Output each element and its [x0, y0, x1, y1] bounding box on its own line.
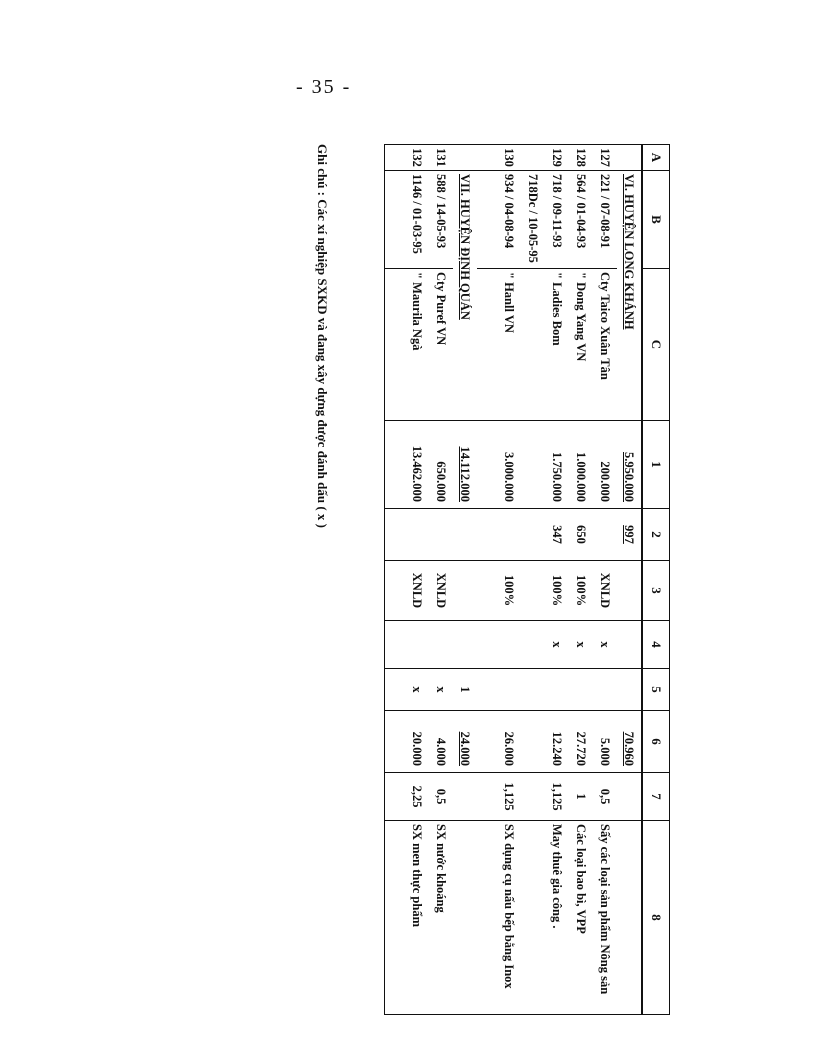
- page-number: - 35 -: [296, 76, 352, 98]
- cell-2: [429, 509, 453, 561]
- cell-2: [521, 509, 545, 561]
- cell-7: 0,5: [429, 773, 453, 821]
- section-vi-total-2: 997: [622, 525, 637, 544]
- cell-a: 127: [593, 145, 617, 171]
- cell-4: x: [569, 621, 593, 669]
- section-row-vii: [453, 145, 477, 1015]
- cell-2: [497, 509, 521, 561]
- cell-a: 129: [545, 145, 569, 171]
- cell-6: [521, 711, 545, 773]
- cell-6: 20.000: [405, 711, 429, 773]
- cell-8: Các loại bao bì, VPP: [569, 821, 593, 1015]
- cell-7: 2,25: [405, 773, 429, 821]
- cell-5: x: [405, 669, 429, 711]
- cell-b: 718Dc / 10-05-95: [521, 171, 545, 269]
- table-row: [405, 145, 429, 1015]
- cell-3: 100%: [545, 561, 569, 621]
- cell-8: SX dụng cụ nấu bếp bằng Inox: [497, 821, 521, 1015]
- header-c: C: [642, 269, 670, 421]
- cell-3: XNLD: [405, 561, 429, 621]
- table-row: [521, 145, 545, 1015]
- table-row: [429, 145, 453, 1015]
- cell-3: [521, 561, 545, 621]
- cell-4: x: [593, 621, 617, 669]
- cell-4: x: [545, 621, 569, 669]
- cell-6: 5.000: [593, 711, 617, 773]
- cell-1: 3.000.000: [497, 421, 521, 509]
- section-vii-total-1: 14.112.000: [458, 446, 473, 502]
- section-vii-total-5: 1: [458, 686, 473, 693]
- cell-a: [521, 145, 545, 171]
- section-vii-total-6: 24.000: [458, 731, 473, 766]
- cell-8: SX nước khoáng: [429, 821, 453, 1015]
- cell-4: [497, 621, 521, 669]
- cell-6: 4.000: [429, 711, 453, 773]
- cell-1: [521, 421, 545, 509]
- cell-3: 100%: [497, 561, 521, 621]
- table-row: [593, 145, 617, 1015]
- cell-1: 1.750.000: [545, 421, 569, 509]
- spacer-row: [385, 145, 406, 1015]
- cell-6: 27.720: [569, 711, 593, 773]
- cell-5: [569, 669, 593, 711]
- header-4: 4: [642, 621, 670, 669]
- header-2: 2: [642, 509, 670, 561]
- cell-a: 128: [569, 145, 593, 171]
- header-1: 1: [642, 421, 670, 509]
- cell-5: x: [429, 669, 453, 711]
- cell-3: XNLD: [429, 561, 453, 621]
- cell-8: Sấy các loại sản phẩm Nông sản: [593, 821, 617, 1015]
- section-row-vi: [617, 145, 642, 1015]
- rotated-content: [290, 144, 670, 1024]
- cell-6: 26.000: [497, 711, 521, 773]
- cell-c: " Ladies Bom: [545, 269, 569, 421]
- cell-2: [405, 509, 429, 561]
- header-b: B: [642, 171, 670, 269]
- cell-b: 588 / 14-05-93: [429, 171, 453, 269]
- cell-5: [521, 669, 545, 711]
- cell-b: 564 / 01-04-93: [569, 171, 593, 269]
- cell-c: [521, 269, 545, 421]
- cell-7: 1: [569, 773, 593, 821]
- cell-4: [405, 621, 429, 669]
- section-title-vii: VII. HUYỆN ĐỊNH QUÁN: [458, 174, 473, 320]
- table-row: [545, 145, 569, 1015]
- cell-5: [593, 669, 617, 711]
- cell-2: 650: [569, 509, 593, 561]
- header-7: 7: [642, 773, 670, 821]
- cell-7: 0,5: [593, 773, 617, 821]
- cell-1: 13.462.000: [405, 421, 429, 509]
- cell-1: 650.000: [429, 421, 453, 509]
- cell-5: [497, 669, 521, 711]
- cell-a: 132: [405, 145, 429, 171]
- cell-3: 100%: [569, 561, 593, 621]
- header-8: 8: [642, 821, 670, 1015]
- table-row: [569, 145, 593, 1015]
- cell-8: May thuê gia công .: [545, 821, 569, 1015]
- section-title-vi: VI. HUYỆN LONG KHÁNH: [622, 174, 637, 330]
- header-5: 5: [642, 669, 670, 711]
- cell-c: " Dong Yang VN: [569, 269, 593, 421]
- cell-2: [593, 509, 617, 561]
- header-row: [642, 145, 670, 1015]
- cell-7: 1,125: [545, 773, 569, 821]
- cell-2: 347: [545, 509, 569, 561]
- cell-b: 221 / 07-08-91: [593, 171, 617, 269]
- table-row: [497, 145, 521, 1015]
- cell-c: Cty Puref VN: [429, 269, 453, 421]
- enterprise-table: [384, 144, 670, 1015]
- cell-b: 1146 / 01-03-95: [405, 171, 429, 269]
- cell-8: SX men thực phẩm: [405, 821, 429, 1015]
- footnote: Ghi chú : Các xí nghiệp SXKD và đang xây dựng được đánh dấu ( x ): [315, 144, 330, 529]
- cell-6: 12.240: [545, 711, 569, 773]
- cell-b: 934 / 04-08-94: [497, 171, 521, 269]
- cell-4: [521, 621, 545, 669]
- header-3: 3: [642, 561, 670, 621]
- cell-3: XNLD: [593, 561, 617, 621]
- cell-7: 1,125: [497, 773, 521, 821]
- cell-4: [429, 621, 453, 669]
- cell-a: 130: [497, 145, 521, 171]
- cell-c: Cty Taico Xuân Tân: [593, 269, 617, 421]
- header-a: A: [642, 145, 670, 171]
- cell-c: " Hanll VN: [497, 269, 521, 421]
- cell-b: 718 / 09-11-93: [545, 171, 569, 269]
- section-vi-total-1: 5.950.000: [622, 452, 637, 502]
- cell-a: 131: [429, 145, 453, 171]
- section-vi-total-6: 70.960: [622, 731, 637, 766]
- cell-7: [521, 773, 545, 821]
- cell-c: " Maurila Ngà: [405, 269, 429, 421]
- header-6: 6: [642, 711, 670, 773]
- spacer-row: [477, 145, 497, 1015]
- cell-1: 200.000: [593, 421, 617, 509]
- cell-1: 1.000.000: [569, 421, 593, 509]
- cell-5: [545, 669, 569, 711]
- cell-8: [521, 821, 545, 1015]
